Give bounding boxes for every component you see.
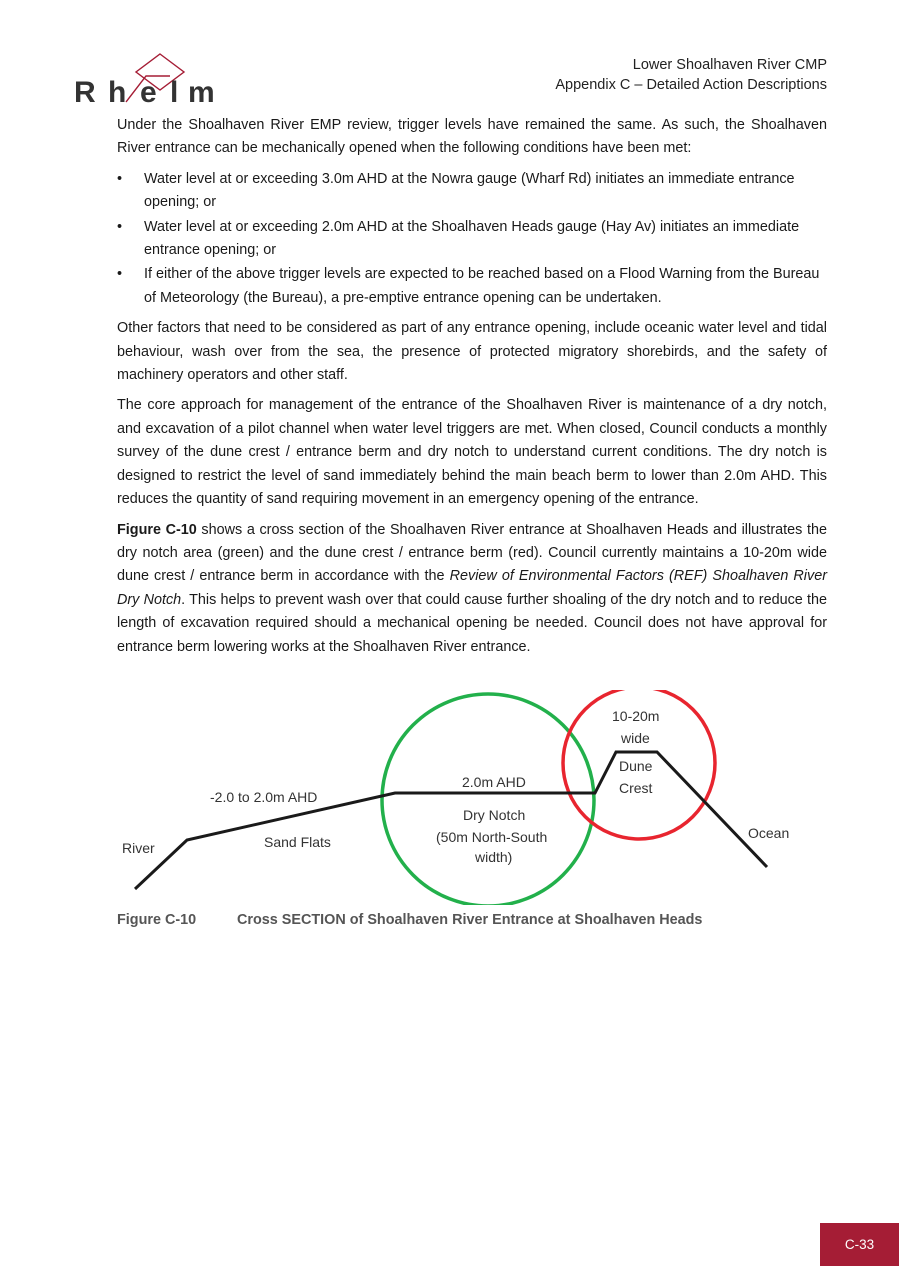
document-title: Lower Shoalhaven River CMP bbox=[632, 57, 827, 73]
label-sand-range: -2.0 to 2.0m AHD bbox=[210, 789, 318, 805]
label-ocean: Ocean bbox=[748, 825, 790, 841]
paragraph-figure-description bbox=[117, 519, 827, 659]
svg-text:l: l bbox=[170, 76, 179, 108]
label-dune: Dune bbox=[619, 758, 653, 774]
ref-document-title: Review of Environmental Factors (REF) Shoalhaven River Dry Notch bbox=[117, 568, 827, 608]
svg-text:e: e bbox=[140, 76, 157, 108]
list-item: • Water level at or exceeding 2.0m AHD at the Shoalhaven Heads gauge (Hay Av) initiates an immediate entrance opening; or bbox=[117, 216, 827, 263]
label-river: River bbox=[122, 840, 155, 856]
trigger-list bbox=[117, 168, 827, 310]
paragraph-text: shows a cross section of the Shoalhaven River entrance at Shoalhaven Heads and illustrates the dry notch area (green) and the dune crest / entrance berm (red). Council currently maintains a 10-20m wide dune crest / entrance berm in accordance with the bbox=[117, 521, 827, 585]
caption-number: Figure C-10 bbox=[117, 912, 197, 928]
svg-text:R: R bbox=[74, 76, 96, 108]
page-number: C-33 bbox=[844, 1237, 875, 1252]
figure-reference: Figure C-10 bbox=[117, 521, 197, 538]
terrain-profile-line bbox=[135, 752, 767, 889]
cross-section-figure bbox=[117, 690, 827, 905]
paragraph-text: . This helps to prevent wash over that could cause further shoaling of the dry notch and to reduce the length of excavation required should a mechanical opening be needed. Council does not have approval for entrance berm lowering works at the Shoalhaven River entrance. bbox=[117, 591, 827, 655]
label-width-wide: wide bbox=[621, 730, 650, 746]
figure-caption bbox=[117, 912, 702, 928]
list-item: • Water level at or exceeding 3.0m AHD at the Nowra gauge (Wharf Rd) initiates an immediate entrance opening; or bbox=[117, 168, 827, 215]
paragraph-other-factors: Other factors that need to be considered as part of any entrance opening, include oceanic water level and tidal behaviour, wash over from the sea, the presence of protected migratory shorebirds, and the safety of machinery operators and other staff. bbox=[117, 320, 827, 384]
label-notch-level: 2.0m AHD bbox=[462, 774, 526, 790]
paragraph-triggers: Under the Shoalhaven River EMP review, trigger levels have remained the same. As such, the Shoalhaven River entrance can be mechanically opened when the following conditions have been met: bbox=[117, 117, 827, 157]
rhelm-logo-graphic bbox=[74, 52, 234, 108]
label-crest: Crest bbox=[619, 780, 653, 796]
label-dry-notch: Dry Notch bbox=[463, 807, 526, 823]
caption-text: Cross SECTION of Shoalhaven River Entrance at Shoalhaven Heads bbox=[237, 912, 703, 928]
label-width-range: 10-20m bbox=[612, 708, 660, 724]
dry-notch-circle bbox=[382, 694, 594, 905]
label-dry-notch-width: width) bbox=[475, 849, 513, 865]
page-number-badge bbox=[820, 1223, 899, 1266]
body-text bbox=[117, 114, 827, 666]
cross-section-diagram bbox=[117, 690, 827, 905]
document-subtitle: Appendix C – Detailed Action Descriptions bbox=[555, 77, 827, 93]
rhelm-logo bbox=[74, 52, 234, 108]
paragraph-core-approach: The core approach for management of the entrance of the Shoalhaven River is maintenance of a dry notch, and excavation of a pilot channel when water level triggers are met. When closed, Council conducts a monthly survey of the dune crest / entrance berm and dry notch to understand current conditions. The dry notch is designed to restrict the level of sand immediately behind the main beach berm to lower than 2.0m AHD. This reduces the quantity of sand requiring movement in an emergency opening of the entrance. bbox=[117, 397, 827, 508]
document-header bbox=[555, 55, 827, 95]
svg-text:m: m bbox=[188, 76, 215, 108]
svg-text:h: h bbox=[108, 76, 127, 108]
list-item: • If either of the above trigger levels are expected to be reached based on a Flood Warning from the Bureau of Meteorology (the Bureau), a pre-emptive entrance opening can be undertaken. bbox=[117, 263, 827, 310]
label-sand-flats: Sand Flats bbox=[264, 834, 331, 850]
label-dry-notch-size: (50m North-South bbox=[436, 829, 548, 845]
